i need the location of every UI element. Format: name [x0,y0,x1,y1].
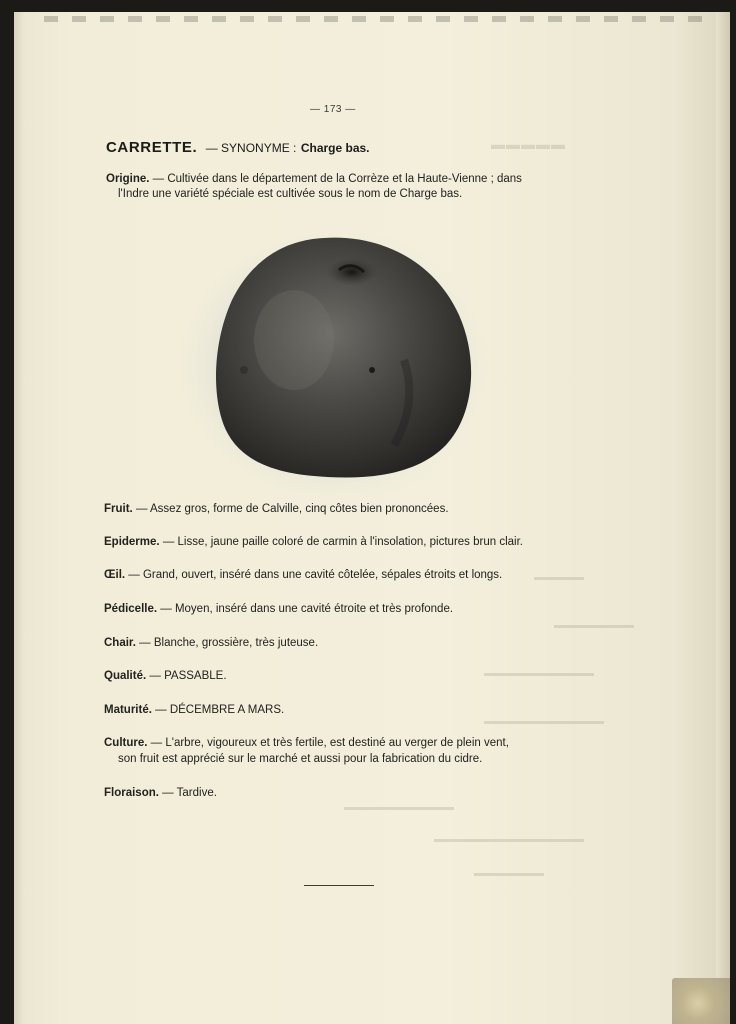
apple-photograph [174,220,494,510]
apple-stem-cavity [326,258,378,286]
apple-illustration [174,220,494,510]
show-through-text: ▬▬▬▬▬▬▬▬▬▬▬ [484,668,594,679]
page-gutter [14,12,24,1024]
entry-label: Qualité. [104,670,147,682]
entry-text: — PASSABLE. [149,670,227,682]
book-page [14,12,730,1024]
entry-maturite [104,702,594,718]
variety-name: CARRETTE. [106,139,198,156]
origin-label: Origine. [106,173,150,185]
top-edge-shadow [44,16,734,22]
origin-paragraph [106,172,576,202]
show-through-text: ▬▬▬▬▬▬▬▬ [554,620,634,631]
entry-fruit [104,501,594,517]
entry-text: — Assez gros, forme de Calville, cinq côtes bien prononcées. [135,503,449,515]
entry-label: Maturité. [104,704,152,716]
entry-chair [104,635,594,651]
entry-label: Œil. [104,569,126,581]
show-through-text: ▬▬▬▬▬ [490,136,565,152]
entry-culture [104,735,594,767]
entry-label: Pédicelle. [104,603,158,615]
origin-line-2: l'Indre une variété spéciale est cultivée sous le nom de Charge bas. [118,188,463,200]
show-through-text: ▬▬▬▬▬ [534,572,584,583]
entry-text: — Grand, ouvert, inséré dans une cavité côtelée, sépales étroits et longs. [128,569,503,581]
entry-epiderme [104,534,594,550]
page-right-edge [716,12,730,1024]
entry-floraison [104,785,594,801]
entry-text: — Lisse, jaune paille coloré de carmin à l'insolation, pictures brun clair. [162,536,523,548]
origin-line-1: — Cultivée dans le département de la Corrèze et la Haute-Vienne ; dans [152,173,522,185]
entry-text: — Moyen, inséré dans une cavité étroite et très profonde. [160,603,454,615]
entry-pedicelle [104,601,594,617]
variety-heading [106,139,370,157]
closing-rule [304,885,374,886]
entry-text: — Blanche, grossière, très juteuse. [139,637,319,649]
synonym-value: Charge bas. [300,141,370,155]
show-through-text: ▬▬▬▬▬▬▬▬▬▬▬▬ [484,716,604,727]
entry-label: Floraison. [104,787,159,799]
entry-label: Culture. [104,737,148,749]
apple-spot [369,367,375,373]
entry-qualite [104,668,594,684]
synonym-label: — SYNONYME : [205,141,297,155]
show-through-text: ▬▬▬▬▬▬▬▬▬▬▬▬▬▬▬ [434,834,584,845]
apple-spot [240,366,248,374]
entry-text-continued: son fruit est apprécié sur le marché et aussi pour la fabrication du cidre. [118,753,483,765]
entry-label: Epiderme. [104,536,160,548]
entry-label: Chair. [104,637,136,649]
apple-highlight [254,290,334,390]
page-number: — 173 — [310,104,356,115]
entry-text: — Tardive. [162,787,217,799]
corner-thumbnail-image [672,978,730,1024]
entry-label: Fruit. [104,503,133,515]
entry-oeil [104,567,594,583]
show-through-text: ▬▬▬▬▬▬▬ [474,868,544,879]
show-through-text: ▬▬▬▬▬▬▬▬▬▬▬ [344,802,454,813]
entry-text: — DÉCEMBRE A MARS. [155,704,285,716]
entry-text: — L'arbre, vigoureux et très fertile, est destiné au verger de plein vent, [150,737,509,749]
